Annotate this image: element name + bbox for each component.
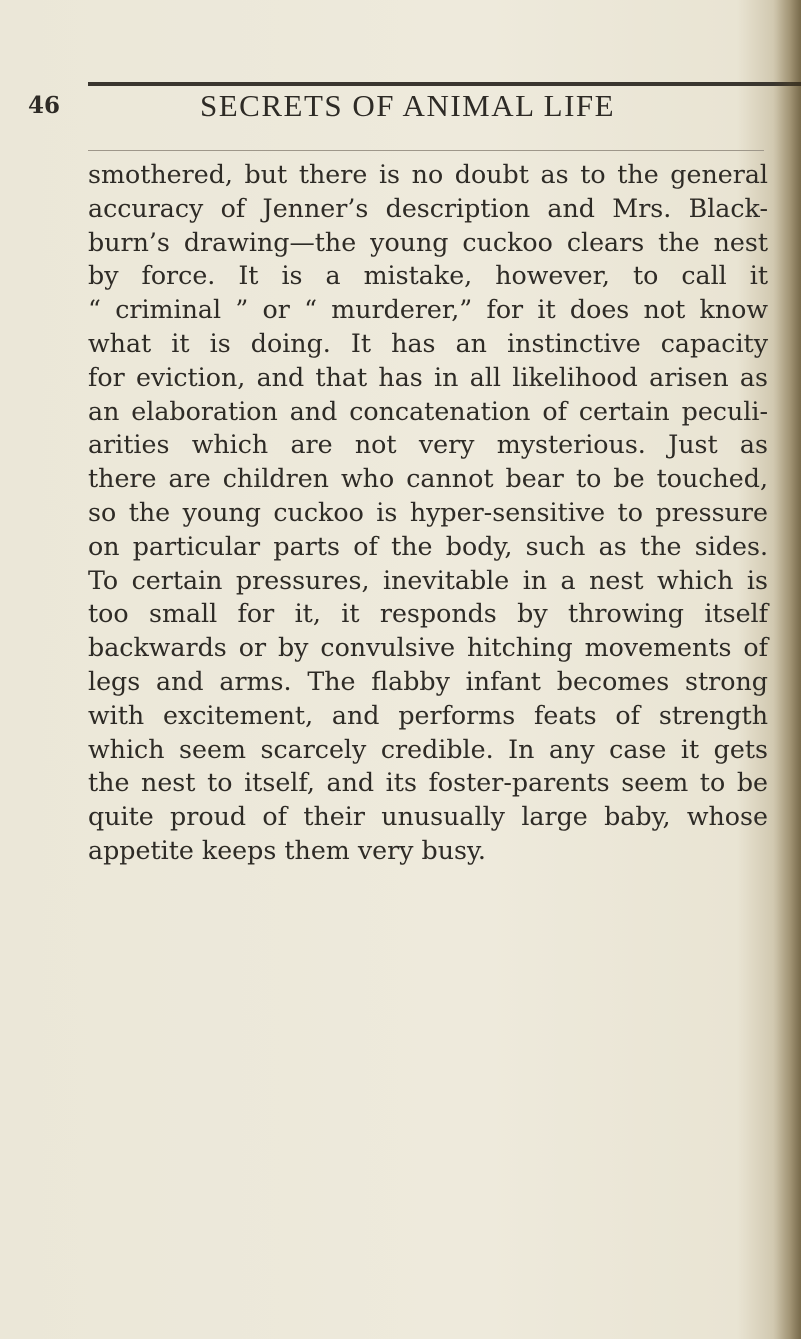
text-line: legs and arms. The flabby infant becomes strong	[88, 666, 768, 696]
text-line: appetite keeps them very busy.	[88, 835, 486, 865]
text-line: arities which are not very mysterious. Just as	[88, 430, 768, 460]
text-line: what it is doing. It has an instinctive capacity	[88, 328, 768, 358]
text-line: burn’s drawing—the young cuckoo clears the nest	[88, 227, 768, 257]
text-line: backwards or by convulsive hitching movements of	[88, 633, 768, 663]
text-line: too small for it, it responds by throwing itself	[88, 599, 768, 629]
text-line: which seem scarcely credible. In any case it gets	[88, 734, 768, 764]
text-line: there are children who cannot bear to be touched,	[88, 464, 768, 494]
text-line: To certain pressures, inevitable in a nest which is	[88, 565, 768, 595]
text-line: smothered, but there is no doubt as to the general	[88, 160, 768, 189]
text-line: accuracy of Jenner’s description and Mrs. Black-	[88, 193, 768, 223]
text-line: the nest to itself, and its foster-parents seem to be	[88, 768, 768, 798]
page-number: 46	[28, 92, 61, 119]
page-edge-shadow	[773, 0, 801, 1339]
text-line: for eviction, and that has in all likelihood arisen as	[88, 362, 768, 392]
text-line: so the young cuckoo is hyper-sensitive to pressure	[88, 497, 768, 527]
header-rule-top	[88, 82, 801, 86]
running-head: SECRETS OF ANIMAL LIFE	[200, 88, 616, 123]
text-line: an elaboration and concatenation of certain peculi-	[88, 396, 768, 426]
text-line: on particular parts of the body, such as the sides.	[88, 531, 768, 561]
text-line: quite proud of their unusually large baby, whose	[88, 802, 768, 832]
header-rule-bottom	[88, 150, 764, 151]
body-paragraph	[88, 158, 768, 868]
text-line: by force. It is a mistake, however, to call it	[88, 261, 768, 291]
text-line: with excitement, and performs feats of strength	[88, 700, 768, 730]
text-line: “ criminal ” or “ murderer,” for it does not know	[88, 295, 768, 325]
